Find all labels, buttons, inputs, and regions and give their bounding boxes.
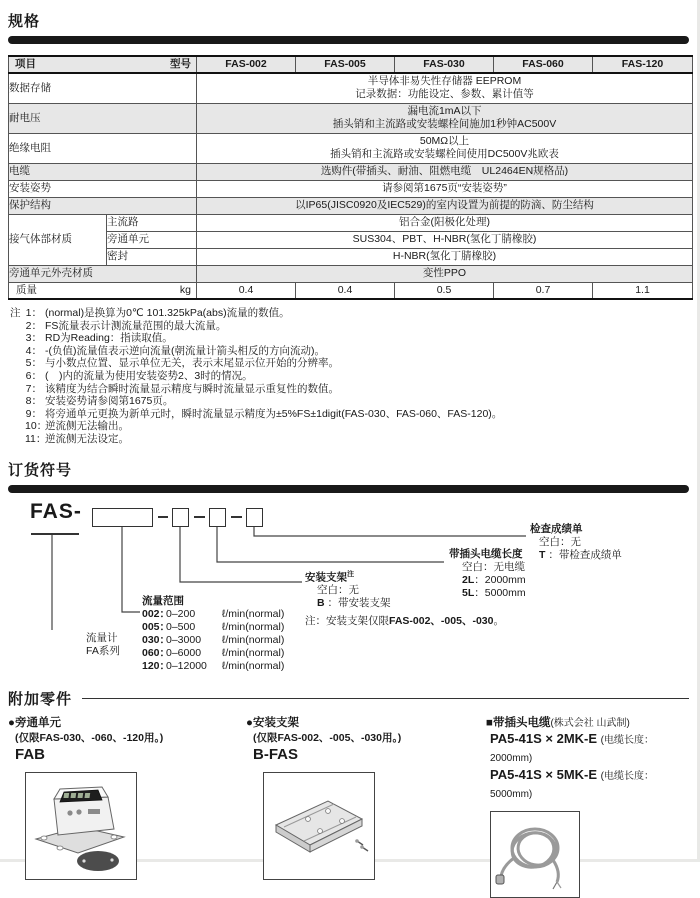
part-cable (486, 716, 689, 898)
note-text: (normal)是换算为0℃ 101.325kPa(abs)流量的数值。 (45, 307, 290, 319)
flow-range-value: 0–500 (166, 620, 196, 633)
part-model: PA5-41S × 5MK-E (电缆长度：5000mm) (490, 766, 655, 800)
flow-range-value: 0–3000 (166, 633, 202, 646)
report-option (539, 536, 622, 549)
flow-range-unit: ℓ/min(normal) (222, 633, 285, 646)
model-header: FAS-030 (395, 56, 494, 73)
note-line (10, 370, 689, 383)
note-text: FS流量表示计测流量范围的最大流量。 (45, 319, 227, 332)
note-tag (10, 357, 25, 370)
section-title-ordering: 订货符号 (8, 461, 73, 479)
cable-length-title: 带插头电缆长度 (449, 547, 523, 560)
option-code: T (539, 548, 546, 561)
flow-range-value: 0–200 (166, 607, 196, 620)
report-option (539, 549, 622, 562)
part-limit: (仅限FAS-002、-005、-030用。) (253, 731, 402, 744)
model-header: FAS-005 (296, 56, 395, 73)
option-code: 空白 (462, 560, 483, 573)
note-line (10, 307, 689, 320)
spec-row-value (197, 103, 693, 133)
note-line (10, 395, 689, 408)
option-code: B (317, 597, 325, 610)
note-line (10, 383, 689, 396)
parts-row (8, 716, 689, 898)
series-label: 流量计 FA系列 (86, 631, 120, 657)
note-text: 将旁通单元更换为新单元时，瞬时流量显示精度为±5%FS±1digit(FAS-030、FAS-060、FAS-120)。 (45, 407, 503, 420)
option-desc: ：5000mm (474, 586, 526, 599)
table-row (9, 103, 693, 133)
spec-value-line: 请参阅第1675页“安装姿势” (382, 182, 507, 194)
spec-value-line: 插头销和主流路或安装螺栓间施加1秒钟AC500V (332, 118, 557, 130)
table-row (9, 231, 693, 248)
model-header: FAS-120 (593, 56, 693, 73)
option-code: 空白 (539, 535, 560, 548)
spec-value-line: 漏电流1mA以下 (407, 105, 482, 117)
note-tag (10, 433, 25, 446)
report-block (530, 523, 622, 562)
flow-range-option (142, 634, 284, 647)
note-text: RD为Reading：指读取值。 (45, 332, 173, 345)
spec-row-label: 安装姿势 (9, 180, 197, 197)
materials-label: 接气体部材质 (9, 214, 107, 265)
spec-row-value (197, 197, 693, 214)
note-number: 2： (25, 319, 42, 332)
note-tag: 注 (10, 307, 21, 319)
spec-value-line: 半导体非易失性存储器 EEPROM (367, 75, 522, 88)
note-tag (10, 332, 25, 345)
note-text: 逆流侧无法输出。 (45, 420, 129, 433)
note-text: 安装姿势请参阅第1675页。 (45, 395, 174, 408)
spec-value-line: 插头销和主流路或安装螺栓间使用DC500V兆欧表 (330, 148, 559, 160)
note-line (10, 357, 689, 370)
note-text: ( )内的流量为使用安装姿势2、3时的情况。 (45, 369, 253, 382)
part-name: ●旁通单元 (8, 716, 61, 729)
table-row-mass (9, 282, 693, 299)
table-row (9, 197, 693, 214)
mass-value: 1.1 (593, 282, 693, 299)
part-model: PA5-41S × 2MK-E (电缆长度：2000mm) (490, 730, 655, 764)
note-number: 4： (25, 344, 42, 357)
note-number: 9： (25, 407, 42, 420)
bracket-illustration (264, 773, 372, 877)
table-row (9, 180, 693, 197)
flow-range-code: 005： (142, 620, 171, 633)
flow-range-code: 002： (142, 607, 171, 620)
option-code: 5L (462, 586, 475, 599)
option-desc: ：无 (560, 535, 581, 548)
flow-range-code: 060： (142, 646, 171, 659)
parts-title-row (8, 688, 689, 709)
spec-value-line: 记录数据：功能设定、参数、累计值等 (355, 88, 534, 101)
option-desc: ：无 (338, 584, 359, 597)
mass-value: 0.5 (395, 282, 494, 299)
table-row (9, 265, 693, 282)
table-row (9, 133, 693, 163)
option-desc: ：2000mm (474, 573, 526, 586)
option-desc: ：带检查成绩单 (545, 548, 622, 561)
materials-value: H-NBR(氢化丁腈橡胶) (197, 248, 693, 265)
model-header: FAS-002 (197, 56, 296, 73)
flow-range-unit: ℓ/min(normal) (222, 659, 285, 672)
bypass-unit-photo (25, 772, 137, 880)
note-tag (10, 420, 25, 433)
corner-item-label: 项目 (15, 58, 36, 70)
note-text: 该精度为结合瞬时流量显示精度与瞬时流量显示重复性的数值。 (45, 382, 339, 395)
note-line (10, 345, 689, 358)
note-tag (10, 383, 25, 396)
ordering-diagram (8, 499, 689, 676)
flow-range-code: 120： (142, 659, 171, 672)
spec-row-value (197, 73, 693, 103)
flow-range-unit: ℓ/min(normal) (222, 646, 285, 659)
cable-option (462, 574, 526, 587)
note-number: 6： (25, 369, 42, 382)
part-limit: (仅限FAS-030、-060、-120用。) (15, 731, 164, 744)
cable-option (462, 561, 526, 574)
spec-row-label: 电缆 (9, 163, 197, 180)
spec-row-label: 绝缘电阻 (9, 133, 197, 163)
part-name: ●安装支架 (246, 716, 299, 729)
note-tag (10, 408, 25, 421)
section-bar (8, 36, 689, 44)
part-model: FAB (15, 745, 45, 763)
cable-photo (490, 811, 580, 898)
prefix-underline (31, 533, 79, 535)
spec-row-value (197, 133, 693, 163)
section-title-parts: 附加零件 (8, 690, 73, 708)
flow-range-option (142, 647, 284, 660)
case-material-label: 旁通单元外壳材质 (9, 265, 197, 282)
note-number: 7： (25, 382, 42, 395)
note-number: 5： (25, 357, 42, 370)
mass-value: 0.4 (296, 282, 395, 299)
note-line (10, 420, 689, 433)
order-box-bracket (172, 508, 189, 527)
code-dash (158, 516, 168, 519)
order-code-prefix: FAS- (30, 499, 82, 523)
mass-label: 质量 (16, 283, 37, 296)
flow-range-unit: ℓ/min(normal) (222, 620, 285, 633)
corner-cell (9, 56, 197, 73)
materials-sub-label: 旁通单元 (107, 231, 197, 248)
part-mounting-bracket (246, 716, 486, 898)
materials-sub-label: 主流路 (107, 214, 197, 231)
flow-range-option (142, 621, 284, 634)
part-name: ■带插头电缆(株式会社 山武制) (486, 716, 630, 729)
cable-option (462, 587, 526, 600)
notes-block (10, 307, 689, 446)
report-title: 检查成绩单 (530, 522, 583, 535)
note-line (10, 408, 689, 421)
option-code: 空白 (317, 584, 338, 597)
order-box-report (246, 508, 263, 527)
case-material-value: 变性PPO (197, 265, 693, 282)
note-text: 逆流侧无法设定。 (45, 432, 129, 445)
flow-range-title: 流量范围 (142, 594, 184, 607)
mass-unit: kg (179, 283, 191, 296)
order-box-flow-range (92, 508, 153, 527)
model-header: FAS-060 (494, 56, 593, 73)
cable-length-block (449, 548, 526, 600)
mass-value: 0.4 (197, 282, 296, 299)
code-dash (194, 516, 205, 519)
flow-range-code: 030： (142, 633, 171, 646)
note-number: 10： (25, 420, 48, 433)
spec-value-line: 50MΩ以上 (419, 135, 470, 147)
flow-range-block (142, 595, 284, 673)
option-desc: ：带安装支架 (324, 597, 391, 610)
note-number: 3： (25, 332, 42, 345)
materials-value: SUS304、PBT、H-NBR(氢化丁腈橡胶) (197, 231, 693, 248)
spec-row-label: 耐电压 (9, 103, 197, 133)
note-tag (10, 345, 25, 358)
mass-label-cell (9, 282, 197, 299)
spec-header-row (9, 56, 693, 73)
spec-value-line: 选购件(带插头、耐油、阻燃电缆 UL2464EN规格品) (320, 165, 569, 177)
spec-row-value (197, 163, 693, 180)
note-text: -(负值)流量值表示逆向流量(朝流量计箭头相反的方向流动)。 (45, 344, 325, 357)
part-model: B-FAS (253, 745, 298, 763)
option-desc: ：无电缆 (483, 560, 525, 573)
option-code: 2L (462, 573, 475, 586)
note-line (10, 332, 689, 345)
spec-table (8, 55, 693, 300)
note-line (10, 433, 689, 446)
materials-sub-label: 密封 (107, 248, 197, 265)
order-box-cable (209, 508, 226, 527)
flow-range-option (142, 660, 284, 673)
note-tag (10, 395, 25, 408)
flow-range-value: 0–12000 (166, 659, 207, 672)
note-number: 11： (25, 432, 47, 445)
note-tag (10, 370, 25, 383)
bracket-title: 安装支架$^注$ (305, 570, 354, 584)
cable-illustration (491, 812, 577, 895)
table-row (9, 214, 693, 231)
mass-value: 0.7 (494, 282, 593, 299)
note-text: 与小数点位置、显示单位无关，表示末尾显示位开始的分辨率。 (45, 357, 339, 370)
note-number: 1： (25, 307, 42, 319)
spec-row-value (197, 180, 693, 197)
parts-rule (82, 698, 689, 699)
note-tag (10, 320, 25, 333)
flow-range-unit: ℓ/min(normal) (222, 607, 285, 620)
note-number: 8： (25, 395, 42, 408)
table-row (9, 248, 693, 265)
code-dash (231, 516, 242, 519)
spec-row-label: 保护结构 (9, 197, 197, 214)
flow-range-option (142, 608, 284, 621)
table-row (9, 163, 693, 180)
materials-value: 铝合金(阳极化处理) (197, 214, 693, 231)
corner-model-label: 型号 (170, 58, 191, 70)
note-line (10, 320, 689, 333)
bracket-note: 注：安装支架仅限FAS-002、-005、-030。 (305, 615, 504, 628)
bypass-unit-illustration (26, 773, 134, 877)
flow-range-value: 0–6000 (166, 646, 202, 659)
section-title-specs: 规格 (8, 13, 41, 30)
table-row (9, 73, 693, 103)
spec-row-label: 数据存储 (9, 73, 197, 103)
part-bypass-unit (8, 716, 246, 898)
mounting-bracket-photo (263, 772, 375, 880)
spec-value-line: 以IP65(JISC0920及IEC529)的室内设置为前提的防滴、防尘结构 (295, 199, 594, 211)
section-bar (8, 485, 689, 493)
